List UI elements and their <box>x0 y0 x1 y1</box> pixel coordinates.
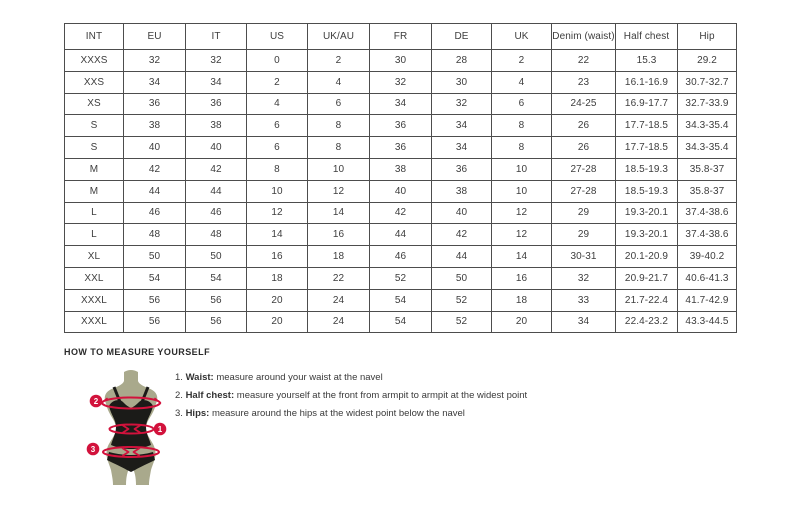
size-chart-table <box>64 23 737 333</box>
size-value-cell: 8 <box>492 115 552 137</box>
step-number: 3. <box>175 408 186 419</box>
size-value-cell: 2 <box>492 50 552 72</box>
column-header: Denim (waist) <box>552 24 616 50</box>
size-row <box>65 50 737 72</box>
size-row <box>65 158 737 180</box>
size-value-cell: 56 <box>124 289 186 311</box>
size-value-cell: 56 <box>186 311 247 333</box>
size-value-cell: 30-31 <box>552 246 616 268</box>
size-value-cell: 12 <box>492 202 552 224</box>
size-value-cell: 6 <box>247 115 308 137</box>
size-value-cell: 46 <box>370 246 432 268</box>
size-value-cell: 17.7-18.5 <box>616 137 678 159</box>
size-label-cell: L <box>65 224 124 246</box>
size-value-cell: 54 <box>370 289 432 311</box>
size-value-cell: 37.4-38.6 <box>678 202 737 224</box>
measure-step <box>175 372 527 383</box>
size-value-cell: 38 <box>432 180 492 202</box>
size-value-cell: 56 <box>186 289 247 311</box>
size-value-cell: 34 <box>124 71 186 93</box>
size-value-cell: 14 <box>247 224 308 246</box>
size-value-cell: 22.4-23.2 <box>616 311 678 333</box>
size-value-cell: 36 <box>186 93 247 115</box>
waist-badge-number: 1 <box>157 424 163 434</box>
size-value-cell: 32 <box>186 50 247 72</box>
size-label-cell: M <box>65 158 124 180</box>
size-value-cell: 14 <box>308 202 370 224</box>
size-value-cell: 17.7-18.5 <box>616 115 678 137</box>
size-value-cell: 18 <box>308 246 370 268</box>
size-value-cell: 10 <box>247 180 308 202</box>
size-value-cell: 40 <box>124 137 186 159</box>
size-value-cell: 29 <box>552 202 616 224</box>
size-value-cell: 42 <box>432 224 492 246</box>
step-text: measure around your waist at the navel <box>213 372 383 383</box>
size-value-cell: 4 <box>492 71 552 93</box>
size-value-cell: 19.3-20.1 <box>616 224 678 246</box>
step-number: 2. <box>175 390 186 401</box>
size-value-cell: 2 <box>247 71 308 93</box>
size-value-cell: 24-25 <box>552 93 616 115</box>
size-value-cell: 32 <box>432 93 492 115</box>
size-value-cell: 48 <box>186 224 247 246</box>
size-value-cell: 6 <box>247 137 308 159</box>
size-value-cell: 43.3-44.5 <box>678 311 737 333</box>
size-row <box>65 246 737 268</box>
size-value-cell: 54 <box>186 267 247 289</box>
size-value-cell: 14 <box>492 246 552 268</box>
size-value-cell: 42 <box>370 202 432 224</box>
size-label-cell: S <box>65 115 124 137</box>
size-value-cell: 37.4-38.6 <box>678 224 737 246</box>
size-value-cell: 18.5-19.3 <box>616 180 678 202</box>
hips-badge-number: 3 <box>90 444 96 454</box>
size-value-cell: 28 <box>432 50 492 72</box>
size-value-cell: 22 <box>552 50 616 72</box>
size-value-cell: 18 <box>492 289 552 311</box>
size-value-cell: 18 <box>247 267 308 289</box>
measure-guide-title: HOW TO MEASURE YOURSELF <box>64 347 211 357</box>
size-value-cell: 42 <box>186 158 247 180</box>
size-value-cell: 38 <box>370 158 432 180</box>
step-text: measure around the hips at the widest point below the navel <box>209 408 465 419</box>
size-value-cell: 4 <box>247 93 308 115</box>
column-header: DE <box>432 24 492 50</box>
column-header: FR <box>370 24 432 50</box>
size-value-cell: 16.1-16.9 <box>616 71 678 93</box>
size-value-cell: 6 <box>492 93 552 115</box>
size-value-cell: 19.3-20.1 <box>616 202 678 224</box>
size-chart-header-row <box>65 24 737 50</box>
size-value-cell: 34 <box>552 311 616 333</box>
size-value-cell: 15.3 <box>616 50 678 72</box>
size-label-cell: XS <box>65 93 124 115</box>
size-value-cell: 44 <box>370 224 432 246</box>
size-value-cell: 52 <box>432 311 492 333</box>
size-value-cell: 40.6-41.3 <box>678 267 737 289</box>
size-row <box>65 71 737 93</box>
size-value-cell: 34 <box>370 93 432 115</box>
size-value-cell: 52 <box>370 267 432 289</box>
size-value-cell: 41.7-42.9 <box>678 289 737 311</box>
size-label-cell: M <box>65 180 124 202</box>
size-label-cell: XXL <box>65 267 124 289</box>
size-value-cell: 20 <box>247 311 308 333</box>
size-value-cell: 27-28 <box>552 180 616 202</box>
size-value-cell: 54 <box>370 311 432 333</box>
size-label-cell: XXXL <box>65 289 124 311</box>
size-value-cell: 30 <box>432 71 492 93</box>
size-row <box>65 224 737 246</box>
mannequin-figure <box>78 368 190 494</box>
size-value-cell: 34 <box>186 71 247 93</box>
size-value-cell: 30 <box>370 50 432 72</box>
size-value-cell: 38 <box>186 115 247 137</box>
size-value-cell: 32 <box>370 71 432 93</box>
size-label-cell: XXS <box>65 71 124 93</box>
column-header: Half chest <box>616 24 678 50</box>
size-value-cell: 38 <box>124 115 186 137</box>
size-value-cell: 10 <box>308 158 370 180</box>
size-value-cell: 34.3-35.4 <box>678 137 737 159</box>
size-value-cell: 50 <box>124 246 186 268</box>
size-value-cell: 35.8-37 <box>678 180 737 202</box>
size-value-cell: 36 <box>370 137 432 159</box>
size-value-cell: 29 <box>552 224 616 246</box>
size-value-cell: 16 <box>247 246 308 268</box>
size-value-cell: 44 <box>186 180 247 202</box>
size-value-cell: 20 <box>247 289 308 311</box>
step-label: Half chest: <box>185 390 235 401</box>
measurement-figure-illustration <box>78 368 190 494</box>
size-value-cell: 52 <box>432 289 492 311</box>
size-row <box>65 115 737 137</box>
size-value-cell: 12 <box>308 180 370 202</box>
size-value-cell: 10 <box>492 180 552 202</box>
size-value-cell: 0 <box>247 50 308 72</box>
column-header: IT <box>186 24 247 50</box>
size-value-cell: 36 <box>432 158 492 180</box>
size-value-cell: 16 <box>308 224 370 246</box>
size-row <box>65 202 737 224</box>
size-value-cell: 46 <box>186 202 247 224</box>
step-number: 1. <box>175 372 186 383</box>
size-value-cell: 12 <box>247 202 308 224</box>
step-label: Hips: <box>185 408 210 419</box>
column-header: Hip <box>678 24 737 50</box>
size-value-cell: 12 <box>492 224 552 246</box>
column-header: US <box>247 24 308 50</box>
size-value-cell: 30.7-32.7 <box>678 71 737 93</box>
size-value-cell: 50 <box>432 267 492 289</box>
size-value-cell: 34 <box>432 137 492 159</box>
size-value-cell: 4 <box>308 71 370 93</box>
size-value-cell: 32 <box>124 50 186 72</box>
size-label-cell: XXXL <box>65 311 124 333</box>
size-value-cell: 35.8-37 <box>678 158 737 180</box>
column-header: UK <box>492 24 552 50</box>
size-value-cell: 10 <box>492 158 552 180</box>
size-value-cell: 18.5-19.3 <box>616 158 678 180</box>
size-value-cell: 8 <box>308 115 370 137</box>
size-value-cell: 34.3-35.4 <box>678 115 737 137</box>
size-value-cell: 36 <box>370 115 432 137</box>
size-label-cell: XXXS <box>65 50 124 72</box>
step-label: Waist: <box>185 372 214 383</box>
size-row <box>65 289 737 311</box>
size-value-cell: 20 <box>492 311 552 333</box>
size-value-cell: 50 <box>186 246 247 268</box>
measure-steps <box>175 372 527 426</box>
size-value-cell: 8 <box>308 137 370 159</box>
column-header: INT <box>65 24 124 50</box>
column-header: EU <box>124 24 186 50</box>
size-label-cell: L <box>65 202 124 224</box>
size-value-cell: 20.1-20.9 <box>616 246 678 268</box>
size-value-cell: 26 <box>552 115 616 137</box>
size-value-cell: 48 <box>124 224 186 246</box>
size-value-cell: 33 <box>552 289 616 311</box>
size-value-cell: 24 <box>308 289 370 311</box>
size-value-cell: 16.9-17.7 <box>616 93 678 115</box>
size-value-cell: 34 <box>432 115 492 137</box>
size-value-cell: 44 <box>432 246 492 268</box>
size-value-cell: 40 <box>370 180 432 202</box>
size-value-cell: 36 <box>124 93 186 115</box>
size-row <box>65 267 737 289</box>
size-label-cell: S <box>65 137 124 159</box>
chest-badge-number: 2 <box>93 396 99 406</box>
size-value-cell: 26 <box>552 137 616 159</box>
size-label-cell: XL <box>65 246 124 268</box>
size-row <box>65 137 737 159</box>
size-value-cell: 20.9-21.7 <box>616 267 678 289</box>
size-value-cell: 32 <box>552 267 616 289</box>
measure-step <box>175 390 527 401</box>
size-row <box>65 93 737 115</box>
step-text: measure yourself at the front from armpit to armpit at the widest point <box>234 390 528 401</box>
size-value-cell: 22 <box>308 267 370 289</box>
size-value-cell: 2 <box>308 50 370 72</box>
size-value-cell: 8 <box>247 158 308 180</box>
size-value-cell: 8 <box>492 137 552 159</box>
size-value-cell: 40 <box>432 202 492 224</box>
size-value-cell: 32.7-33.9 <box>678 93 737 115</box>
size-row <box>65 311 737 333</box>
size-value-cell: 16 <box>492 267 552 289</box>
size-value-cell: 27-28 <box>552 158 616 180</box>
size-value-cell: 42 <box>124 158 186 180</box>
size-value-cell: 54 <box>124 267 186 289</box>
size-row <box>65 180 737 202</box>
size-value-cell: 6 <box>308 93 370 115</box>
column-header: UK/AU <box>308 24 370 50</box>
size-value-cell: 44 <box>124 180 186 202</box>
size-value-cell: 56 <box>124 311 186 333</box>
size-value-cell: 40 <box>186 137 247 159</box>
size-value-cell: 29.2 <box>678 50 737 72</box>
measure-step <box>175 408 527 419</box>
size-value-cell: 46 <box>124 202 186 224</box>
size-value-cell: 23 <box>552 71 616 93</box>
size-value-cell: 39-40.2 <box>678 246 737 268</box>
size-value-cell: 21.7-22.4 <box>616 289 678 311</box>
size-value-cell: 24 <box>308 311 370 333</box>
